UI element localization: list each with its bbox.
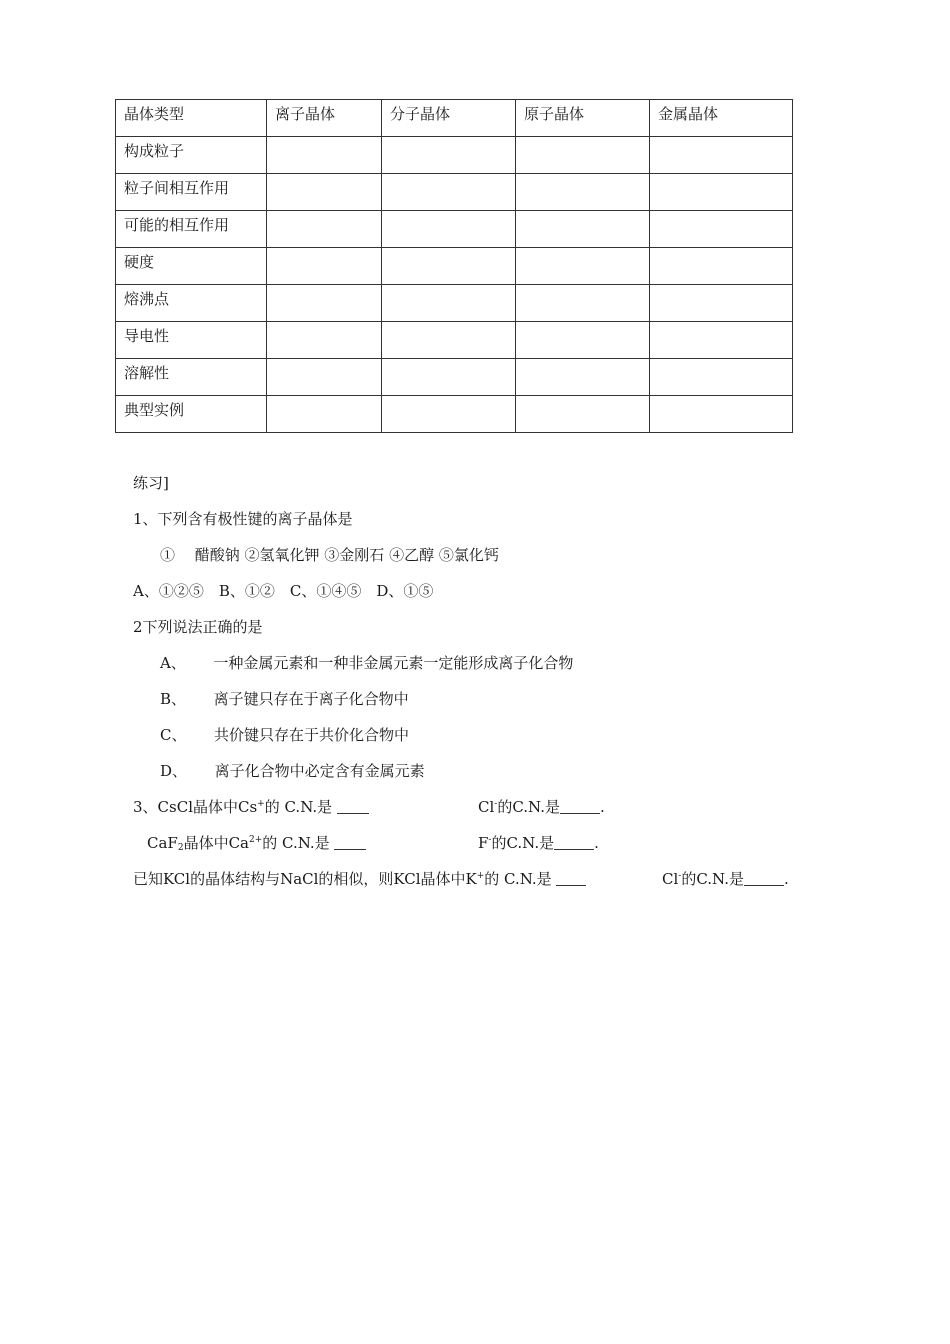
row-label: 可能的相互作用 bbox=[116, 211, 267, 248]
question-2-option-c bbox=[160, 725, 409, 745]
row-label: 构成粒子 bbox=[116, 137, 267, 174]
option-text: 离子化合物中必定含有金属元素 bbox=[214, 762, 425, 780]
answer-blank[interactable] bbox=[554, 835, 594, 850]
superscript: + bbox=[257, 799, 265, 809]
table-row bbox=[116, 322, 793, 359]
row-label: 粒子间相互作用 bbox=[116, 174, 267, 211]
question-2-option-b bbox=[160, 689, 409, 709]
table-row bbox=[116, 211, 793, 248]
superscript: - bbox=[678, 871, 682, 881]
table-header-row bbox=[116, 100, 793, 137]
crystal-types-table bbox=[115, 99, 793, 433]
table-row bbox=[116, 359, 793, 396]
superscript: - bbox=[494, 799, 498, 809]
q3-text: 晶体中Ca bbox=[183, 834, 249, 852]
table-cell bbox=[516, 174, 650, 211]
superscript: 2+ bbox=[248, 835, 263, 845]
question-2-option-a bbox=[160, 653, 573, 673]
q3-text: 的C.N.是 bbox=[497, 798, 560, 816]
table-cell bbox=[382, 359, 516, 396]
question-2-stem: 2下列说法正确的是 bbox=[133, 618, 263, 636]
q3-text: 的 C.N.是 bbox=[484, 870, 552, 888]
table-row bbox=[116, 248, 793, 285]
q3-text: 已知KCl的晶体结构与NaCl的相似，则KCl晶体中K bbox=[133, 870, 477, 888]
table-cell bbox=[382, 285, 516, 322]
answer-blank[interactable] bbox=[560, 799, 600, 814]
table-row bbox=[116, 285, 793, 322]
table-row bbox=[116, 174, 793, 211]
table-cell bbox=[516, 322, 650, 359]
header-cell: 金属晶体 bbox=[650, 100, 793, 137]
option-letter: B、 bbox=[160, 690, 187, 708]
q3-text: 的C.N.是 bbox=[681, 870, 744, 888]
table-row bbox=[116, 137, 793, 174]
question-3-line-3a bbox=[133, 869, 586, 889]
table-cell bbox=[516, 396, 650, 433]
q3-text: 的 C.N.是 bbox=[264, 798, 333, 816]
table-cell bbox=[382, 137, 516, 174]
header-cell: 离子晶体 bbox=[267, 100, 382, 137]
subscript: 2 bbox=[177, 843, 184, 853]
table-cell bbox=[650, 396, 793, 433]
option-text: 离子键只存在于离子化合物中 bbox=[213, 690, 409, 708]
header-cell: 原子晶体 bbox=[516, 100, 650, 137]
question-1-stem: 1、下列含有极性键的离子晶体是 bbox=[133, 510, 353, 528]
table-cell bbox=[382, 396, 516, 433]
option-letter: A、 bbox=[160, 654, 186, 672]
answer-blank[interactable] bbox=[556, 871, 586, 886]
question-3-line-1b bbox=[478, 797, 605, 817]
option-text: 共价键只存在于共价化合物中 bbox=[214, 726, 410, 744]
table-cell bbox=[650, 248, 793, 285]
q3-text: 的C.N.是 bbox=[491, 834, 555, 852]
table-cell bbox=[516, 248, 650, 285]
header-cell: 晶体类型 bbox=[116, 100, 267, 137]
table-cell bbox=[650, 211, 793, 248]
q3-text: Cl bbox=[662, 870, 679, 888]
q3-text: Cl bbox=[478, 798, 495, 816]
q3-text: . bbox=[783, 870, 789, 888]
table-cell bbox=[267, 137, 382, 174]
table-row bbox=[116, 396, 793, 433]
option-letter: C、 bbox=[160, 726, 187, 744]
option-letter: D、 bbox=[160, 762, 188, 780]
question-3-line-2a bbox=[147, 833, 366, 853]
question-3-line-1a bbox=[133, 797, 369, 817]
table-cell bbox=[382, 248, 516, 285]
q3-text: 3、CsCl晶体中Cs bbox=[133, 798, 258, 816]
row-label: 硬度 bbox=[116, 248, 267, 285]
header-cell: 分子晶体 bbox=[382, 100, 516, 137]
answer-blank[interactable] bbox=[334, 835, 366, 850]
row-label: 典型实例 bbox=[116, 396, 267, 433]
table-cell bbox=[650, 285, 793, 322]
q3-text: CaF bbox=[147, 834, 178, 852]
q3-text: . bbox=[599, 798, 605, 816]
table-cell bbox=[267, 359, 382, 396]
q3-text: . bbox=[594, 834, 599, 852]
table-cell bbox=[382, 211, 516, 248]
table-cell bbox=[516, 137, 650, 174]
table-cell bbox=[650, 359, 793, 396]
row-label: 导电性 bbox=[116, 322, 267, 359]
table-cell bbox=[382, 174, 516, 211]
question-1-answers: A、①②⑤ B、①② C、①④⑤ D、①⑤ bbox=[133, 582, 434, 600]
question-1-items: ① 醋酸钠 ②氢氧化钾 ③金刚石 ④乙醇 ⑤氯化钙 bbox=[160, 546, 499, 564]
table-cell bbox=[650, 137, 793, 174]
table-cell bbox=[650, 322, 793, 359]
table-cell bbox=[267, 211, 382, 248]
table-cell bbox=[516, 359, 650, 396]
question-3-line-2b bbox=[478, 833, 599, 853]
table-cell bbox=[516, 211, 650, 248]
table-cell bbox=[650, 174, 793, 211]
exercise-heading: 练习] bbox=[133, 474, 169, 492]
table-cell bbox=[267, 248, 382, 285]
row-label: 溶解性 bbox=[116, 359, 267, 396]
table-cell bbox=[382, 322, 516, 359]
q3-text: F bbox=[478, 834, 489, 852]
answer-blank[interactable] bbox=[337, 799, 369, 814]
answer-blank[interactable] bbox=[744, 871, 784, 886]
superscript: + bbox=[476, 871, 485, 881]
question-3-line-3b bbox=[662, 869, 789, 889]
option-text: 一种金属元素和一种非金属元素一定能形成离子化合物 bbox=[213, 654, 574, 672]
question-2-option-d bbox=[160, 761, 425, 781]
row-label: 熔沸点 bbox=[116, 285, 267, 322]
q3-text: 的 C.N.是 bbox=[262, 834, 330, 852]
table-cell bbox=[516, 285, 650, 322]
table-cell bbox=[267, 285, 382, 322]
table-cell bbox=[267, 396, 382, 433]
table-cell bbox=[267, 174, 382, 211]
superscript: - bbox=[488, 835, 492, 845]
table-cell bbox=[267, 322, 382, 359]
